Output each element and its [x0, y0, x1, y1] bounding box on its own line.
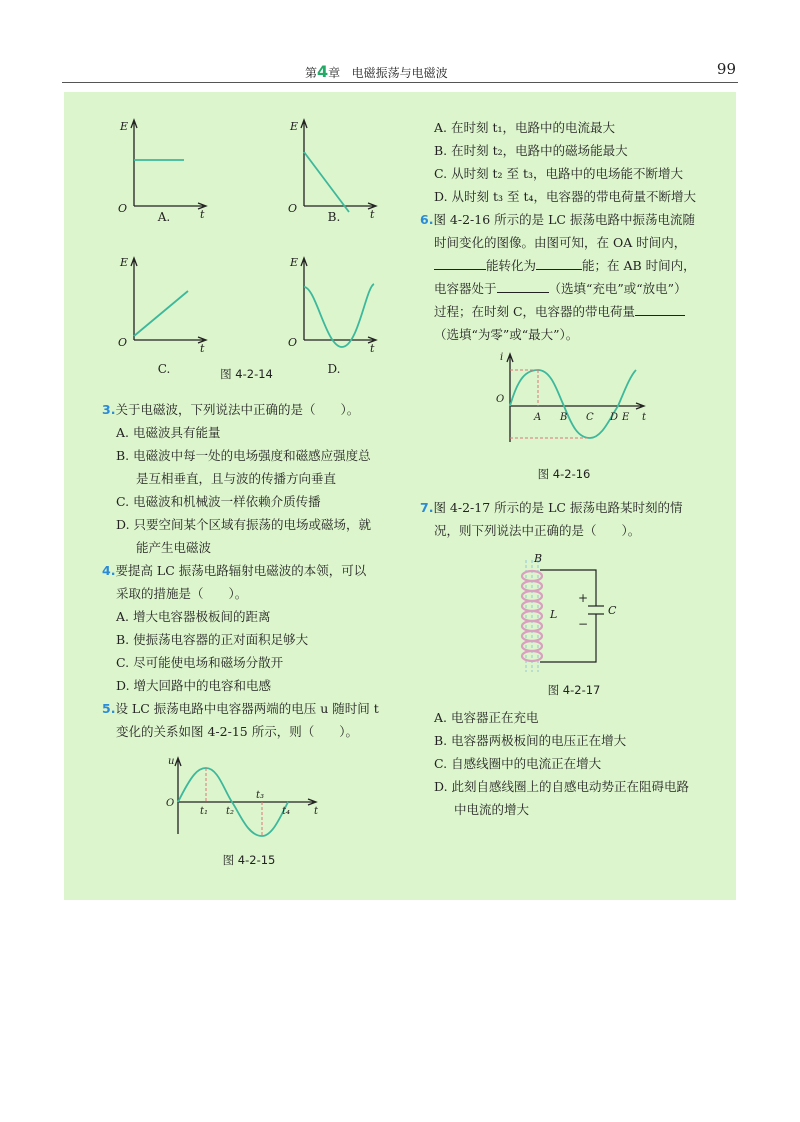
- fig16-tick-d: D: [610, 412, 619, 423]
- q4-option-c: C. 尽可能使电场和磁场分散开: [116, 655, 284, 670]
- chapter-prefix: 第: [305, 66, 318, 80]
- q6-line-3b: 能；在 AB 时间内，: [582, 258, 696, 273]
- q6-blank-3[interactable]: [497, 278, 549, 293]
- q4-stem-1: 要提高 LC 振荡电路辐射电磁波的本领，可以: [115, 563, 367, 578]
- fig14-c-origin: O: [118, 336, 128, 349]
- fig14-a-t-axis: [134, 203, 206, 209]
- left-column: [102, 398, 412, 743]
- chapter-suffix: 章: [328, 66, 341, 80]
- fig15-origin: O: [166, 798, 175, 809]
- q6-line-4b: （选填“充电”或“放电”）: [548, 281, 687, 296]
- fig16-tick-b: B: [560, 412, 568, 423]
- fig14-c-e-label: E: [120, 256, 129, 269]
- q3-option-b: B. 电磁波中每一处的电场强度和磁感应强度总: [116, 448, 371, 463]
- fig14-b-origin: O: [288, 202, 298, 215]
- fig16-tick-c: C: [586, 412, 594, 423]
- q4-option-d: D. 增大回路中的电容和电感: [116, 678, 272, 693]
- q3-option-d-cont: 能产生电磁波: [136, 540, 212, 555]
- q3-option-c: C. 电磁波和机械波一样依赖介质传播: [116, 494, 321, 509]
- fig15-graph: [164, 754, 334, 840]
- fig16-tick-e: E: [622, 412, 630, 423]
- fig17-c-label: C: [608, 604, 617, 617]
- q3-option-b-cont: 是互相垂直，且与波的传播方向垂直: [136, 471, 337, 486]
- fig17-plus: +: [578, 591, 589, 605]
- chapter-title: 电磁振荡与电磁波: [351, 66, 448, 80]
- fig15-tick-t2: t₂: [226, 806, 235, 817]
- fig14-b-t-axis: [304, 203, 376, 209]
- fig17-caption: 图 4-2-17: [547, 683, 601, 697]
- q6-blank-2[interactable]: [536, 255, 582, 270]
- fig15-tick-t1: t₁: [200, 806, 209, 817]
- fig14-d-e-axis: [301, 258, 307, 340]
- q7-option-a: A. 电容器正在充电: [434, 710, 539, 725]
- q5-option-a: A. 在时刻 t₁，电路中的电流最大: [434, 120, 615, 135]
- fig14-b-e-label: E: [290, 120, 299, 133]
- q3-option-d: D. 只要空间某个区域有振荡的电场或磁场，就: [116, 517, 372, 532]
- fig17-minus: −: [578, 617, 589, 631]
- q4-stem-2: 采取的措施是（ ）。: [116, 586, 248, 601]
- question-6: [420, 208, 736, 231]
- q7-option-d-cont: 中电流的增大: [454, 802, 530, 817]
- question-3: [102, 398, 412, 421]
- fig17-l-label: L: [550, 608, 558, 621]
- figure-4-2-16: [492, 348, 672, 448]
- fig14-c-e-axis: [131, 258, 137, 340]
- fig14-c-t-axis: [134, 337, 206, 343]
- q6-line-3a: 能转化为: [486, 258, 537, 273]
- q5-stem-1: 设 LC 振荡电路中电容器两端的电压 u 随时间 t: [115, 701, 379, 716]
- q5-number: 5.: [102, 701, 116, 716]
- q5-option-d: D. 从时刻 t₃ 至 t₄，电容器的带电荷量不断增大: [434, 189, 697, 204]
- page-number: 99: [716, 60, 736, 78]
- question-4: [102, 559, 412, 582]
- fig15-caption: 图 4-2-15: [222, 853, 276, 867]
- q6-line-6: （选填“为零”或“最大”）。: [434, 327, 579, 342]
- q6-blank-4[interactable]: [635, 301, 685, 316]
- fig16-i-label: i: [500, 352, 504, 363]
- fig15-tick-t4: t₄: [282, 806, 291, 817]
- fig14-label-c: C.: [157, 362, 171, 376]
- fig14-caption: 图 4-2-14: [220, 367, 273, 381]
- q6-line-4a: 电容器处于: [434, 281, 497, 296]
- q5-option-c: C. 从时刻 t₂ 至 t₃，电路中的电场能不断增大: [434, 166, 684, 181]
- q7-number: 7.: [420, 500, 434, 515]
- question-7: [420, 496, 736, 519]
- q6-line-2: 时间变化的图像。由图可知，在 OA 时间内，: [434, 235, 687, 250]
- fig14-c-t-label: t: [200, 342, 205, 352]
- header-rule: [62, 82, 738, 83]
- fig16-graph: [492, 348, 672, 446]
- fig15-u-label: u: [168, 756, 175, 767]
- q4-option-b: B. 使振荡电容器的正对面积足够大: [116, 632, 309, 647]
- q3-option-a: A. 电磁波具有能量: [116, 425, 221, 440]
- q7-stem-2: 况，则下列说法中正确的是（ ）。: [434, 523, 641, 538]
- fig14-b-curve: [304, 152, 349, 212]
- q6-line-5a: 过程；在时刻 C，电容器的带电荷量: [434, 304, 636, 319]
- q5-stem-2: 变化的关系如图 4-2-15 所示，则（ ）。: [116, 724, 358, 739]
- fig16-curve: [510, 370, 636, 438]
- fig17-circuit: [514, 552, 634, 676]
- q7-stem-1: 图 4-2-17 所示的是 LC 振荡电路某时刻的情: [433, 500, 683, 515]
- chapter-number: 4: [317, 62, 329, 81]
- q6-line-3: [420, 254, 736, 277]
- right-column-q7: [420, 496, 736, 542]
- fig14-d-origin: O: [288, 336, 298, 349]
- q5-option-b: B. 在时刻 t₂，电路中的磁场能最大: [434, 143, 628, 158]
- fig17-b-label: B: [534, 552, 543, 565]
- figure-4-2-17: [514, 552, 634, 676]
- q6-blank-1[interactable]: [434, 255, 486, 270]
- fig14-c-curve: [134, 291, 188, 336]
- fig14-d-t-label: t: [370, 342, 375, 352]
- fig14-d-t-axis: [304, 337, 376, 343]
- fig14-d-curve: [304, 284, 374, 347]
- fig14-label-b: B.: [327, 210, 341, 224]
- q4-number: 4.: [102, 563, 116, 578]
- q3-stem: 关于电磁波，下列说法中正确的是（ ）。: [115, 402, 360, 417]
- fig16-tick-a: A: [534, 412, 542, 423]
- q6-number: 6.: [420, 212, 434, 227]
- fig16-t-axis: [510, 403, 644, 409]
- fig14-a-origin: O: [118, 202, 128, 215]
- fig14-graphs: [104, 112, 404, 352]
- q7-option-d: D. 此刻自感线圈上的自感电动势正在阻碍电路: [434, 779, 690, 794]
- fig15-t-axis: [178, 799, 316, 805]
- q6-line-4: [420, 277, 736, 300]
- fig16-caption: 图 4-2-16: [537, 467, 591, 481]
- fig14-label-d: D.: [327, 362, 341, 376]
- q4-option-a: A. 增大电容器极板间的距离: [116, 609, 271, 624]
- fig14-d-e-label: E: [290, 256, 299, 269]
- fig15-tick-t3: t₃: [256, 790, 265, 801]
- figure-4-2-15: [164, 754, 334, 854]
- q6-line-1: 图 4-2-16 所示的是 LC 振荡电路中振荡电流随: [433, 212, 695, 227]
- q7-option-c: C. 自感线圈中的电流正在增大: [434, 756, 602, 771]
- fig14-b-e-axis: [301, 120, 307, 206]
- q3-number: 3.: [102, 402, 116, 417]
- q6-line-5: [420, 300, 736, 323]
- fig14-a-t-label: t: [200, 208, 205, 221]
- page-header: [0, 60, 800, 82]
- chapter-heading: [305, 62, 448, 81]
- fig15-t-label: t: [314, 806, 319, 817]
- fig14-b-t-label: t: [370, 208, 375, 221]
- fig16-origin: O: [496, 394, 505, 405]
- question-5: [102, 697, 412, 720]
- right-column-top: [420, 116, 736, 346]
- right-column-q7-options: [420, 706, 736, 821]
- fig14-label-a: A.: [157, 210, 171, 224]
- exercise-panel: [64, 92, 736, 900]
- fig14-a-e-axis: [131, 120, 137, 206]
- q7-option-b: B. 电容器两极板间的电压正在增大: [434, 733, 627, 748]
- fig16-t-label: t: [642, 412, 647, 423]
- fig14-a-e-label: E: [120, 120, 129, 133]
